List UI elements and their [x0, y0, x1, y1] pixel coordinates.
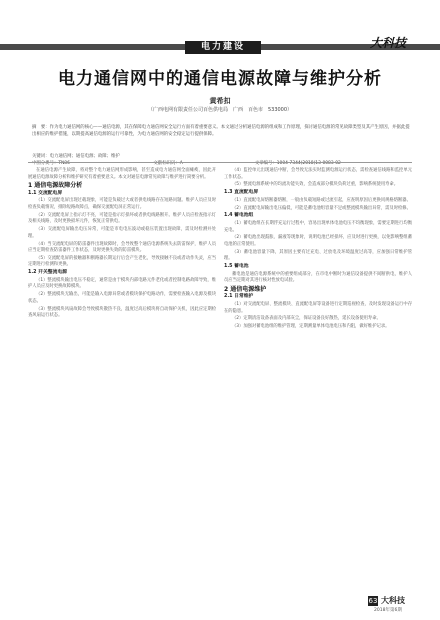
paragraph: （3）加强对蓄电池组的维护管理，定期测量单体电池电压和内阻，做好维护记录。 — [232, 324, 390, 330]
paragraph: （1）对交流配电屏、整流模块、直流配电屏等设备进行定期巡视检查，及时发现设备运行中存在的隐患。 — [224, 302, 412, 314]
paragraph: （2）定期清洁设备表面及内部灰尘，保证设备良好散热，延长设备使用寿命。 — [232, 316, 381, 322]
paragraph: （1）交流配电屏出现过载现象，可能是负载过大或者供电线路存在短路问题。维护人员应及时检查负载情况，排除短路故障点，确保交流配电屏正常运行。 — [28, 198, 216, 210]
subsection-heading: 1.3 直流配电屏 — [224, 190, 259, 196]
paragraph: （2）直流配电屏输出电压偏低，可能是蓄电池组容量不足或整流模块输出异常，需及时检修。 — [232, 205, 411, 211]
paragraph: （4）当交流配电屏的防雷器件出现故障时，会导致整个通信电源系统失去防雷保护，维护人员应当定期检查防雷器件工作状态，及时更换失效的防雷模块。 — [28, 241, 216, 254]
paragraph: （4）监控单元出现通信中断，会导致无法实时监测电源运行状态，需检查通信线路和监控单元工作状态。 — [224, 168, 412, 180]
subsection-heading: 1.2 开关整流电源 — [28, 270, 67, 276]
abstract: 摘 要：作为电力通信网的核心——通信电源，其在保障电力通信网安全运行方面有着重要意义。本文通过分析通信电源的组成和工作原理，探讨通信电源的常见故障类型及其产生原因，并据此提出相应的维护措施，以期提高通信电源的运行可靠性，为电力通信网的安全稳定运行提供保障。 — [32, 125, 410, 137]
doc-code: 文献标识码：A — [153, 161, 183, 166]
section-label: 电力建设 — [185, 41, 261, 54]
left-column — [28, 168, 216, 321]
issue-label: 2018年第6期 — [374, 608, 402, 613]
subsection-heading: 1.5 蓄电池 — [224, 264, 249, 270]
paragraph: （5）交流配电屏的接触器和断路器长期运行后会产生老化，导致接触不良或者动作失灵，应当定期进行检测和更换。 — [28, 255, 216, 268]
paragraph: （1）整流模块输出电压不稳定，通常是由于模块内部电路元件老化或者控制电路故障导致，维护人员应及时更换故障模块。 — [28, 277, 216, 290]
clc-number: 中图分类号：TN86 — [32, 161, 70, 166]
right-column — [224, 168, 412, 332]
section-heading: 2 通信电源维护 — [224, 285, 267, 293]
paragraph: （2）蓄电池出现鼓胀、漏液等现象时，说明电池已经损坏，应及时进行更换，以免影响整组蓄电池的正常使用。 — [224, 235, 412, 247]
subsection-heading: 1.1 交流配电屏 — [28, 190, 63, 196]
subsection-heading: 2.1 日常维护 — [224, 294, 254, 300]
paragraph: （1）蓄电池组在长期浮充运行过程中，容易出现单体电池电压不均衡现象，需要定期进行均衡充电。 — [224, 220, 412, 233]
keywords: 关键词：电力通信网；通信电源；故障；维护 — [32, 154, 120, 159]
divider — [28, 162, 412, 163]
article-number: 文章编号：1004-7344(2018)13-0083-02 — [254, 161, 341, 166]
paragraph: （3）整流模块风扇故障会导致模块散热不良，温度过高后模块将自动保护关机，因此应定期检查风扇运行状态。 — [28, 306, 216, 319]
paragraph: （3）交流配电屏输出电压异常，可能是市电电压波动或稳压装置出现故障，需及时检测并处理。 — [28, 227, 216, 239]
paragraph: （3）蓄电池容量下降，其原因主要有过充电、过放电及环境温度过高等，应加强日常维护管理。 — [224, 249, 412, 262]
author: 黄希扣 — [209, 97, 231, 105]
brand-logo: 大科技 — [370, 36, 407, 50]
paragraph: （2）交流配电屏上指示灯不亮，可能是指示灯损坏或者供电线路断开。维护人员应检查指示灯及相关线路，及时更换损坏元件，恢复正常供电。 — [28, 212, 216, 225]
page-number: 63 — [368, 597, 378, 605]
paragraph: （2）整流模块无输出，可能是输入电源异常或者模块保护电路动作，需要检查输入电源及模块状态。 — [28, 292, 216, 304]
section-heading: 1 通信电源故障分析 — [28, 182, 83, 190]
footer-brand: 大科技 — [381, 596, 405, 605]
paragraph: （5）整流电源系统中的均流功能失效，会造成部分模块负荷过重，影响系统使用寿命。 — [232, 182, 399, 188]
page-header — [0, 0, 440, 54]
paragraph: 蓄电池是通信电源系统中的重要组成部分，在市电中断时为通信设备提供不间断供电，维护人员应当定期对其进行核对性放电试验。 — [224, 271, 412, 284]
article-meta — [32, 153, 412, 167]
paragraph: （1）直流配电屏熔断器熔断，一般由负载短路或过流引起，应查明原因后更换同规格熔断器。 — [232, 197, 411, 203]
article-title: 电力通信网中的通信电源故障与维护分析 — [58, 69, 382, 89]
affiliation: （广西电网有限责任公司百色供电局 广西 百色市 533000） — [147, 107, 293, 113]
subsection-heading: 1.4 蓄电池组 — [224, 213, 254, 219]
paragraph: 在通信电源产生故障，将对整个电力通信网形成影响，甚至造成电力通信网全面瘫痪，因此开展通信电源故障分析和维护研究有着重要意义。本文对通信电源常见故障与维护进行简要分析。 — [28, 168, 216, 180]
